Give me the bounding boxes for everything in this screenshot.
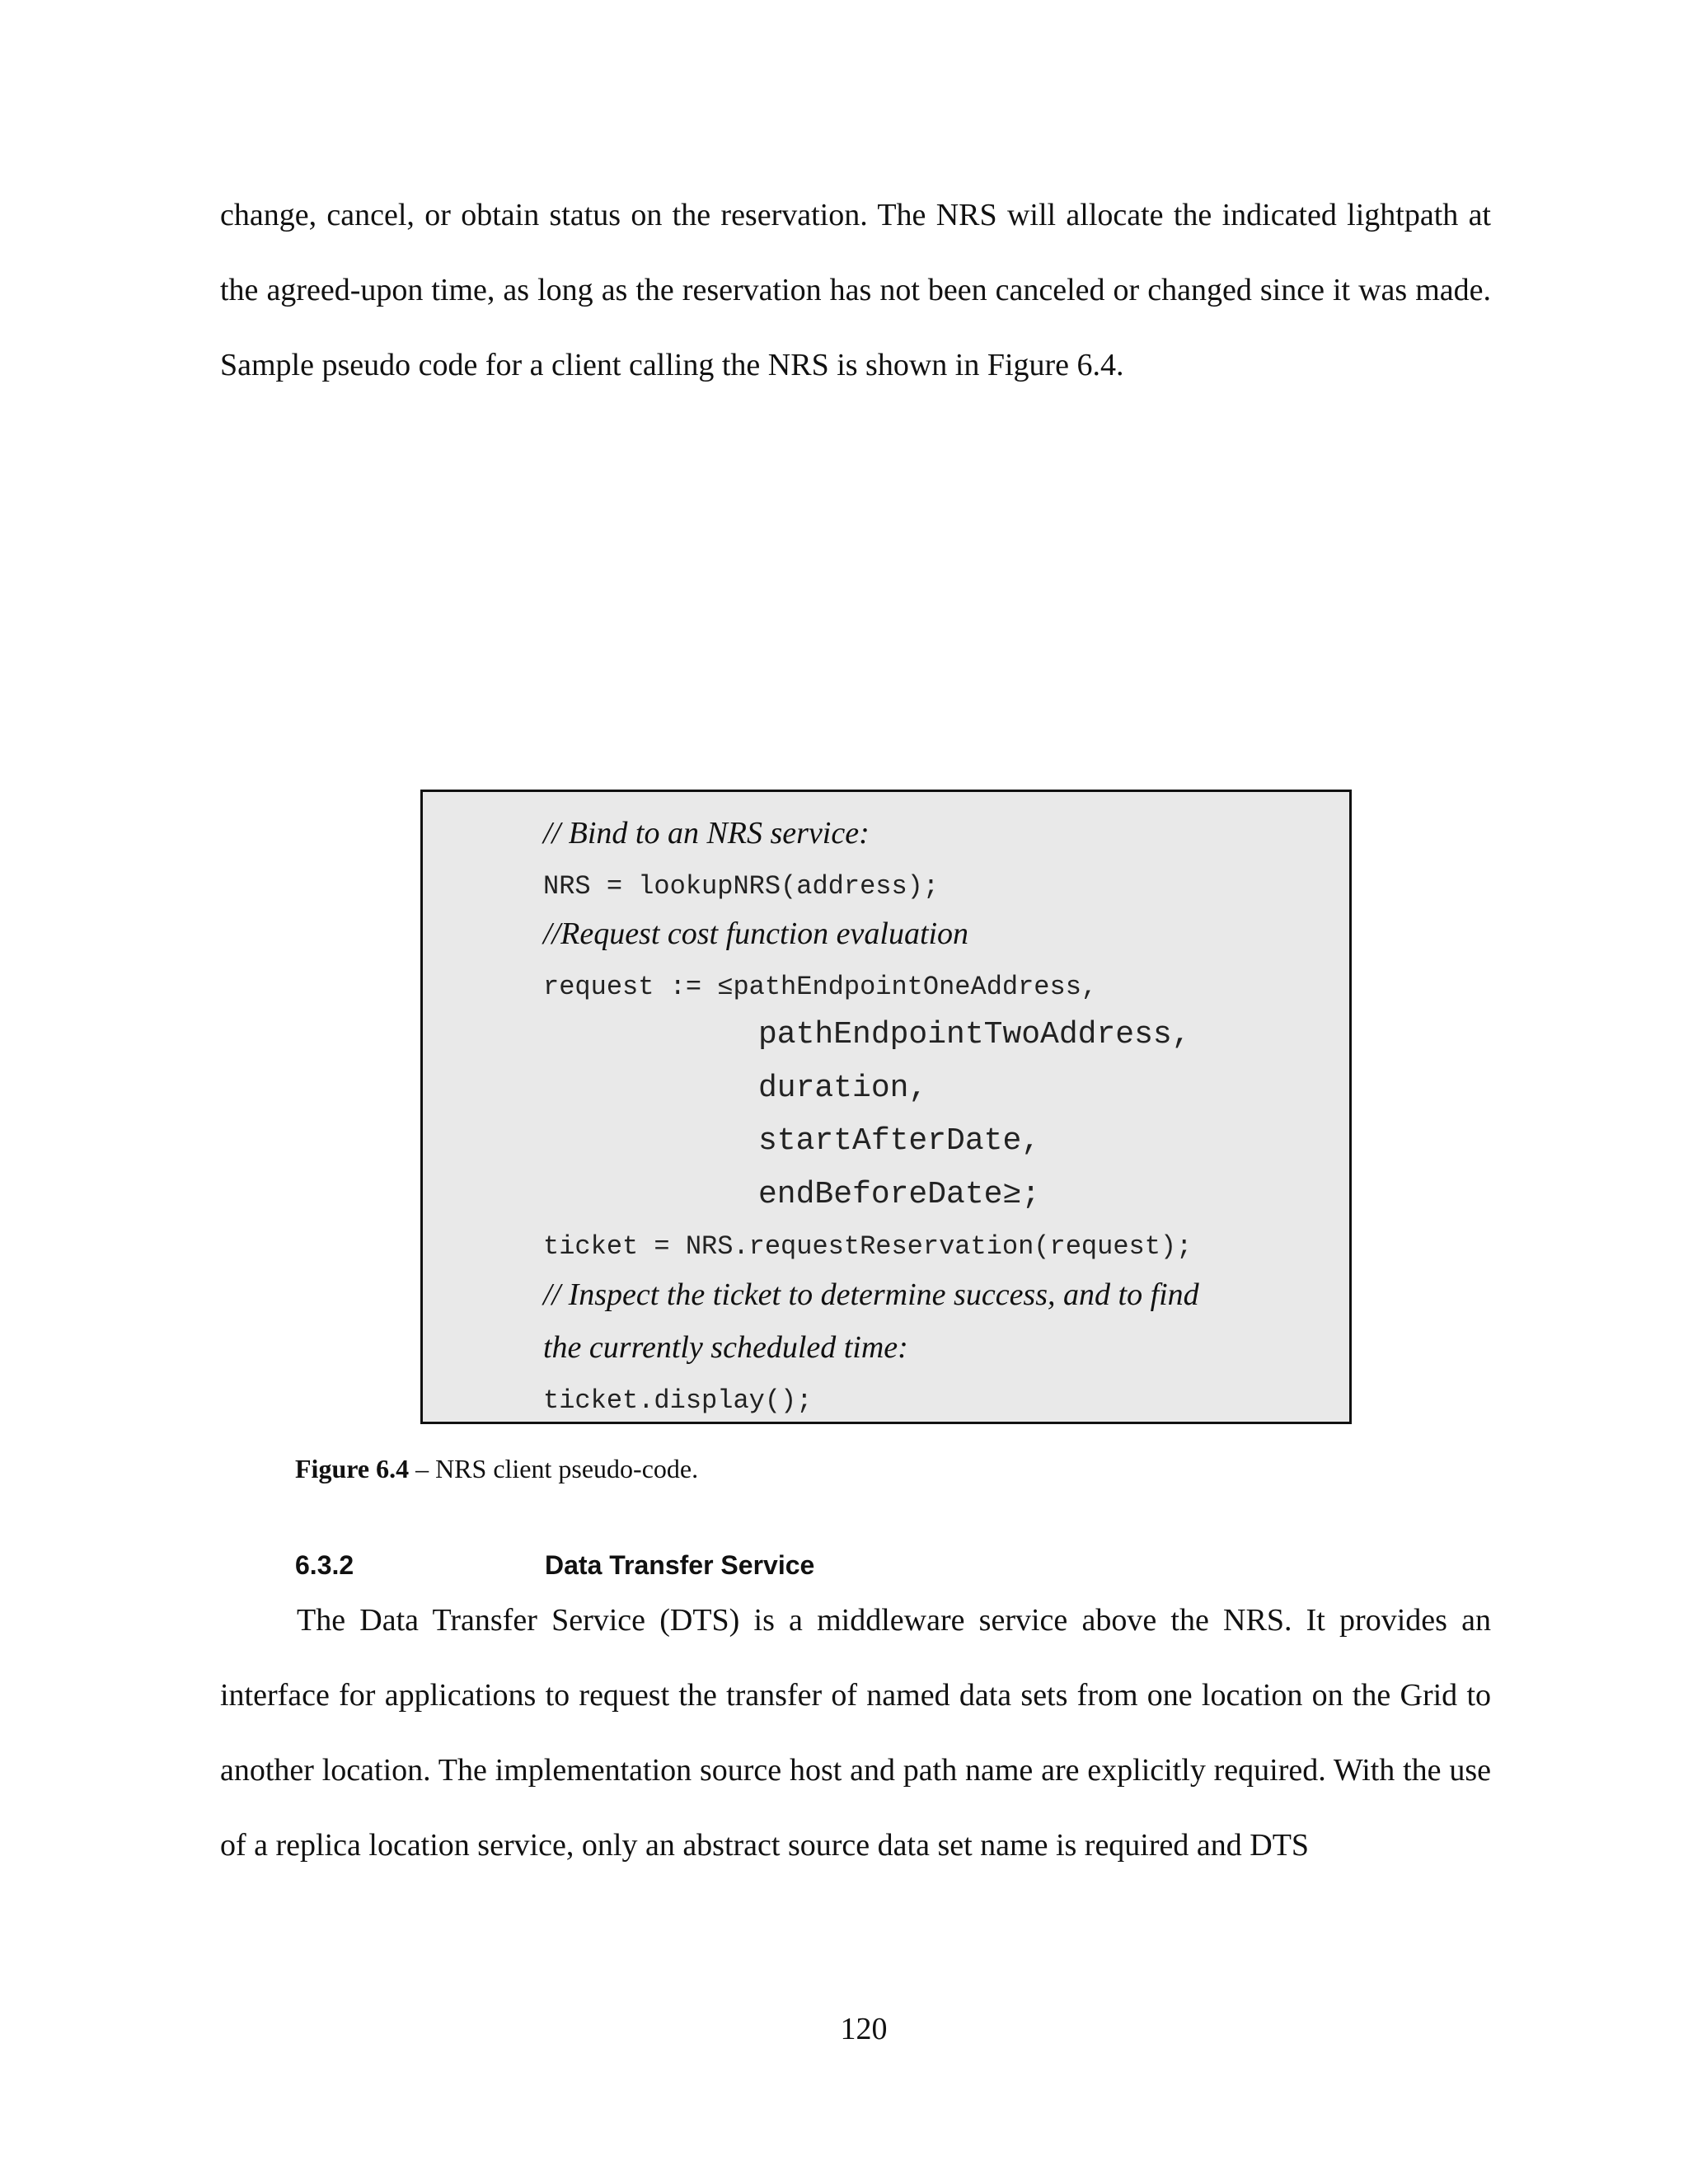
code-line: endBeforeDate≥; [758, 1177, 1041, 1212]
dts-paragraph [220, 1583, 1491, 1883]
figure-caption [295, 1454, 698, 1484]
code-comment-line: // Inspect the ticket to determine success, and to find [543, 1277, 1199, 1312]
code-figure [420, 790, 1352, 1424]
code-line: duration, [758, 1071, 928, 1106]
code-comment-line: // Bind to an NRS service: [543, 816, 870, 851]
code-comment-line: //Request cost function evaluation [543, 916, 969, 951]
code-line: startAfterDate, [758, 1123, 1041, 1159]
intro-paragraph-text: change, cancel, or obtain status on the reservation. The NRS will allocate the indicated lightpath at the agreed-upon time, as long as the reservation has not been canceled or changed since it was made. Sample pseudo code for a client calling the NRS is shown in Figure 6.4. [220, 198, 1491, 382]
code-line: NRS = lookupNRS(address); [543, 871, 940, 902]
figure-caption-label: Figure 6.4 [295, 1454, 410, 1483]
code-line: pathEndpointTwoAddress, [758, 1017, 1191, 1052]
dts-paragraph-text: The Data Transfer Service (DTS) is a middleware service above the NRS. It provides an interface for applications to request the transfer of named data sets from one location on the Grid to another location. The implementation source host and path name are explicitly required. With the use of a replica location service, only an abstract source data set name is required and DTS [220, 1603, 1491, 1863]
code-line: request := ≤pathEndpointOneAddress, [543, 972, 1098, 1002]
code-line: ticket.display(); [543, 1385, 813, 1416]
code-line: ticket = NRS.requestReservation(request); [543, 1231, 1193, 1262]
section-number: 6.3.2 [295, 1550, 354, 1580]
figure-caption-text: – NRS client pseudo-code. [409, 1454, 699, 1483]
page-number: 120 [840, 2012, 888, 2046]
intro-paragraph [220, 178, 1491, 403]
code-comment-line: the currently scheduled time: [543, 1330, 908, 1365]
section-heading: Data Transfer Service [545, 1550, 815, 1580]
